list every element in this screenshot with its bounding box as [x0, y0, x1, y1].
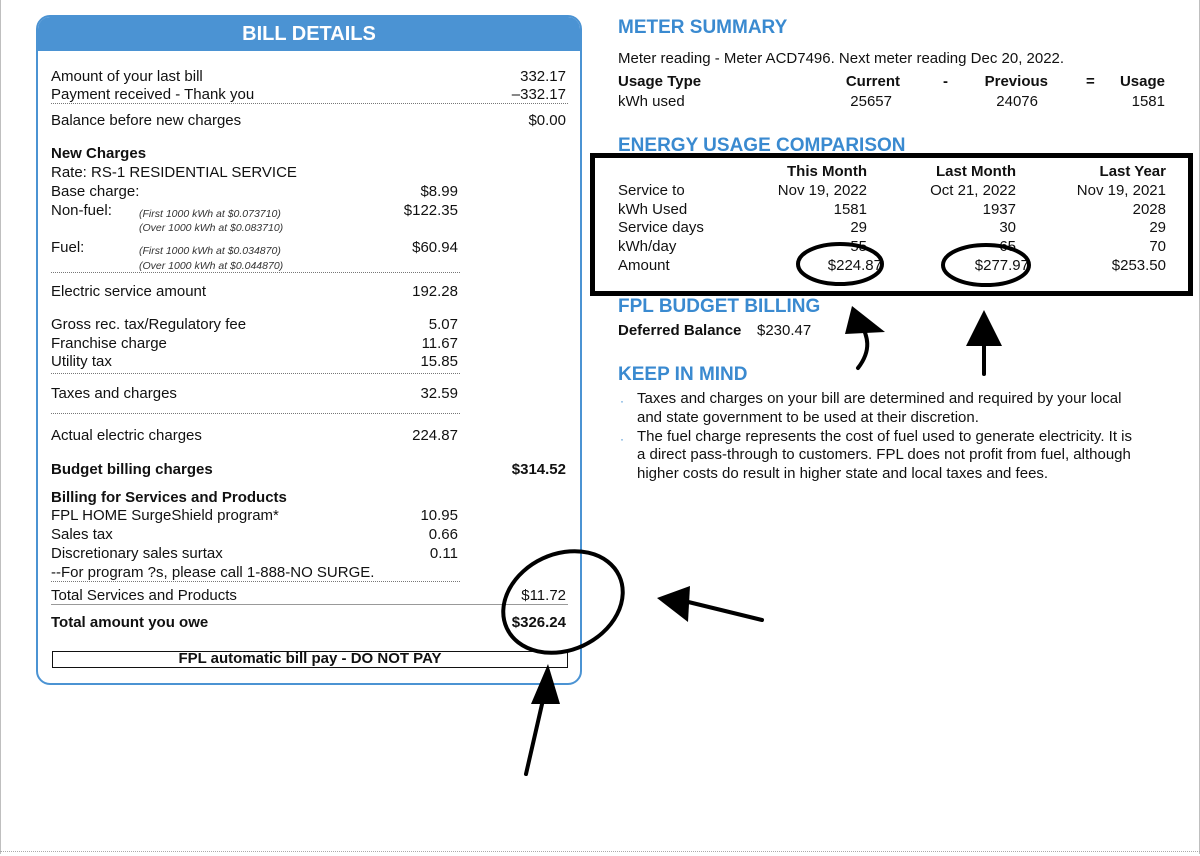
budget-billing-value: $314.52	[511, 461, 566, 478]
actual-charges-label: Actual electric charges	[51, 427, 202, 444]
comparison-cell: 65	[999, 238, 1016, 255]
total-owe-label: Total amount you owe	[51, 614, 209, 631]
comparison-cell: 1581	[833, 201, 867, 218]
total-services-value: $11.72	[521, 587, 566, 604]
surgeshield-value: 10.95	[420, 507, 458, 524]
deferred-balance-label: Deferred Balance	[618, 322, 742, 339]
payment-value: –332.17	[511, 86, 566, 103]
arrow-head-total-bottom	[531, 664, 560, 704]
meter-op-equals: =	[1086, 73, 1095, 90]
bullet-marker: ·	[620, 394, 624, 408]
arrow-head-last-month	[966, 310, 1002, 346]
bill-details-header: BILL DETAILS	[38, 17, 580, 51]
nonfuel-note-first: (First 1000 kWh at $0.073710)	[139, 208, 281, 220]
comparison-cell: 1937	[982, 201, 1016, 218]
meter-row-previous: 24076	[996, 93, 1038, 110]
new-charges-heading: New Charges	[51, 145, 147, 162]
keep-in-mind-text: The fuel charge represents the cost of fuel used to generate electricity. It is	[637, 428, 1132, 445]
payment-label: Payment received - Thank you	[51, 86, 255, 103]
nonfuel-label: Non-fuel:	[51, 202, 112, 219]
meter-col-previous: Previous	[984, 73, 1048, 90]
comparison-row-label: kWh Used	[618, 201, 688, 218]
meter-op-minus: -	[943, 73, 948, 90]
gross-tax-value: 5.07	[428, 316, 458, 333]
budget-billing-label: Budget billing charges	[51, 461, 213, 478]
circle-total-annotation	[487, 532, 640, 671]
comparison-heading: ENERGY USAGE COMPARISON	[618, 135, 906, 156]
surgeshield-label: FPL HOME SurgeShield program*	[51, 507, 279, 524]
comparison-cell: 29	[850, 219, 867, 236]
comparison-row-label: kWh/day	[618, 238, 677, 255]
comparison-col-last-month: Last Month	[936, 163, 1016, 180]
surtax-label: Discretionary sales surtax	[51, 545, 223, 562]
keep-in-mind-heading: KEEP IN MIND	[618, 364, 748, 385]
comparison-cell: 29	[1149, 219, 1166, 236]
comparison-cell: Oct 21, 2022	[930, 182, 1016, 199]
total-owe-value: $326.24	[511, 614, 566, 631]
base-charge-label: Base charge:	[51, 183, 140, 200]
keep-in-mind-text: and state government to be used at their discretion.	[637, 409, 979, 426]
deferred-balance-value: $230.47	[757, 322, 812, 339]
total-services-label: Total Services and Products	[51, 587, 237, 604]
taxes-label: Taxes and charges	[51, 385, 177, 402]
fuel-label: Fuel:	[51, 239, 85, 256]
comparison-row-label: Amount	[618, 257, 670, 274]
comparison-col-this-month: This Month	[787, 163, 867, 180]
comparison-amount-this-month: $224.87	[827, 257, 882, 274]
utility-tax-value: 15.85	[420, 353, 458, 370]
comparison-col-last-year: Last Year	[1099, 163, 1166, 180]
circle-this-month-amount	[798, 244, 882, 284]
surtax-value: 0.11	[429, 545, 458, 562]
comparison-cell: 55	[850, 238, 867, 255]
rate-label: Rate: RS-1 RESIDENTIAL SERVICE	[51, 164, 297, 181]
comparison-amount-last-month: $277.97	[974, 257, 1029, 274]
arrow-head-total-side	[657, 586, 690, 622]
meter-summary-heading: METER SUMMARY	[618, 17, 788, 38]
services-heading: Billing for Services and Products	[51, 489, 287, 506]
program-note: --For program ?s, please call 1-888-NO SURGE.	[51, 564, 375, 581]
actual-charges-value: 224.87	[412, 427, 458, 444]
fuel-note-first: (First 1000 kWh at $0.034870)	[139, 245, 281, 257]
comparison-cell: 30	[999, 219, 1016, 236]
comparison-cell: 2028	[1132, 201, 1166, 218]
base-charge-value: $8.99	[420, 183, 458, 200]
comparison-row-label: Service to	[618, 182, 685, 199]
fuel-note-over: (Over 1000 kWh at $0.044870)	[139, 260, 284, 272]
comparison-amount-last-year: $253.50	[1111, 257, 1166, 274]
franchise-label: Franchise charge	[51, 335, 167, 352]
balance-value: $0.00	[528, 112, 566, 129]
comparison-cell: Nov 19, 2022	[777, 182, 867, 199]
budget-billing-heading: FPL BUDGET BILLING	[618, 296, 821, 317]
franchise-value: 11.67	[421, 335, 458, 352]
comparison-row-label: Service days	[618, 219, 704, 236]
sales-tax-label: Sales tax	[51, 526, 113, 543]
meter-col-usage: Usage	[1119, 73, 1165, 90]
circle-last-month-amount	[943, 245, 1029, 285]
electric-service-label: Electric service amount	[51, 283, 207, 300]
arrow-head-this-month	[845, 306, 885, 334]
meter-row-usage: 1581	[1131, 93, 1165, 110]
keep-in-mind-text: higher costs do result in higher state and local taxes and fees.	[637, 465, 1049, 482]
gross-tax-label: Gross rec. tax/Regulatory fee	[51, 316, 247, 333]
meter-col-type: Usage Type	[618, 73, 702, 90]
keep-in-mind-text: a direct pass-through to customers. FPL does not profit from fuel, although	[637, 446, 1131, 463]
fuel-value: $60.94	[412, 239, 458, 256]
sales-tax-value: 0.66	[428, 526, 458, 543]
meter-reading-line: Meter reading - Meter ACD7496. Next meter reading Dec 20, 2022.	[618, 50, 1065, 67]
bullet-marker: ·	[620, 432, 624, 446]
comparison-cell: Nov 19, 2021	[1076, 182, 1166, 199]
meter-row-type: kWh used	[618, 93, 685, 110]
electric-service-value: 192.28	[412, 283, 458, 300]
last-bill-label: Amount of your last bill	[51, 68, 203, 85]
balance-label: Balance before new charges	[51, 112, 242, 129]
nonfuel-note-over: (Over 1000 kWh at $0.083710)	[139, 222, 284, 234]
meter-row-current: 25657	[850, 93, 892, 110]
comparison-cell: 70	[1149, 238, 1166, 255]
last-bill-value: 332.17	[520, 68, 566, 85]
nonfuel-value: $122.35	[403, 202, 458, 219]
utility-tax-label: Utility tax	[51, 353, 112, 370]
meter-col-current: Current	[845, 73, 900, 90]
taxes-value: 32.59	[420, 385, 458, 402]
autopay-notice: FPL automatic bill pay - DO NOT PAY	[52, 651, 568, 668]
keep-in-mind-text: Taxes and charges on your bill are determined and required by your local	[637, 390, 1122, 407]
